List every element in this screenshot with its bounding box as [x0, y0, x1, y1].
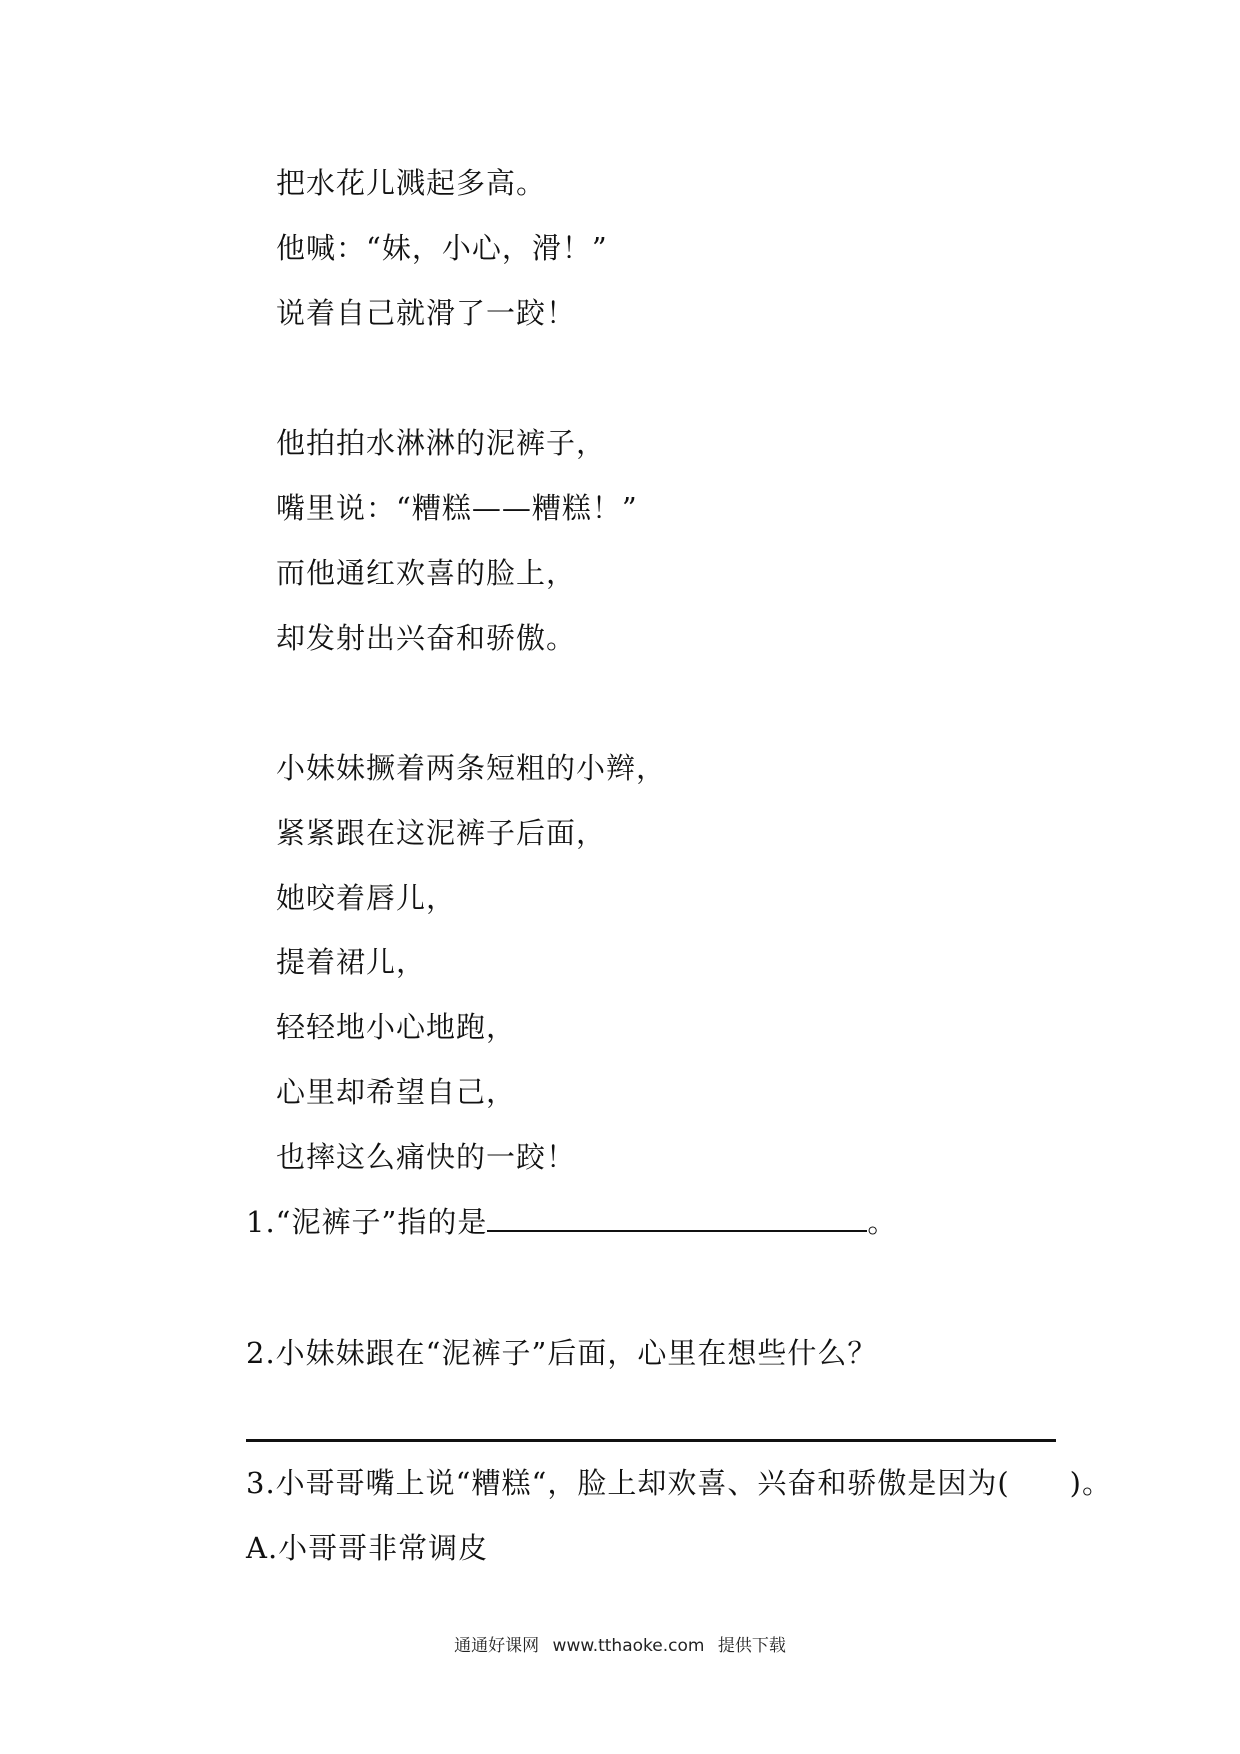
footer-site-name: 通通好课网 [454, 1636, 540, 1656]
poem-line: 嘴里说：“糟糕——糟糕！” [276, 491, 638, 525]
poem-line: 也摔这么痛快的一跤！ [276, 1140, 577, 1174]
poem-line: 紧紧跟在这泥裤子后面， [276, 816, 607, 850]
poem-line: 提着裙儿， [276, 945, 427, 979]
answer-blank-1[interactable] [487, 1204, 867, 1232]
answer-line-2[interactable] [246, 1439, 1056, 1442]
option-a: A.小哥哥非常调皮 [246, 1531, 489, 1565]
question-3: 3.小哥哥嘴上说“糟糕“，脸上却欢喜、兴奋和骄傲是因为( )。 [246, 1466, 1112, 1500]
question-2: 2.小妹妹跟在“泥裤子”后面，心里在想些什么？ [246, 1336, 878, 1370]
page-footer [0, 1631, 1240, 1656]
poem-line: 小妹妹撅着两条短粗的小辫， [276, 751, 667, 785]
poem-line: 说着自己就滑了一跤！ [276, 296, 577, 330]
footer-note: 提供下载 [717, 1636, 786, 1656]
poem-line: 他拍拍水淋淋的泥裤子， [276, 426, 607, 460]
question-1 [246, 1204, 897, 1240]
poem-line: 他喊：“妹，小心，滑！” [276, 231, 608, 265]
poem-line: 把水花儿溅起多高。 [276, 166, 547, 200]
poem-line: 却发射出兴奋和骄傲。 [276, 621, 577, 655]
poem-line: 轻轻地小心地跑， [276, 1010, 517, 1044]
poem-line: 而他通红欢喜的脸上， [276, 556, 577, 590]
poem-line: 心里却希望自己， [276, 1075, 517, 1109]
question-1-period: 。 [867, 1205, 898, 1239]
question-1-text: 1.“泥裤子”指的是 [246, 1205, 488, 1239]
footer-url: www.tthaoke.com [552, 1636, 705, 1656]
poem-line: 她咬着唇儿， [276, 881, 457, 915]
